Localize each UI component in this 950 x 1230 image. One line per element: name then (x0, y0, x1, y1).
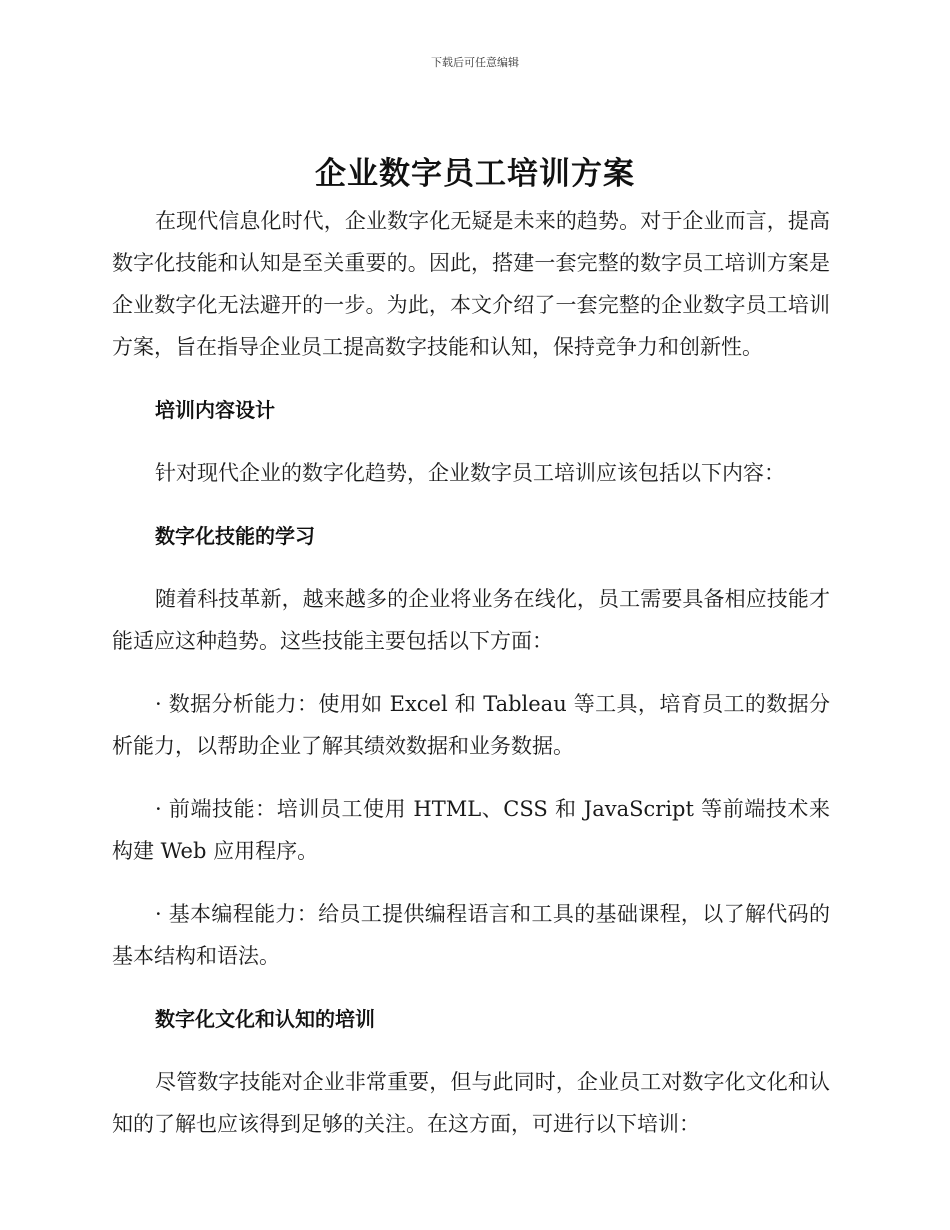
section-paragraph-digital-skills: 随着科技革新，越来越多的企业将业务在线化，员工需要具备相应技能才能适应这种趋势。这些技能主要包括以下方面： (112, 587, 830, 653)
document-title: 企业数字员工培训方案 (315, 156, 635, 192)
section-paragraph-training-content: 针对现代企业的数字化趋势，企业数字员工培训应该包括以下内容： (155, 461, 785, 485)
header-note: 下载后可任意编辑 (431, 56, 519, 69)
skill-item-programming: · 基本编程能力：给员工提供编程语言和工具的基础课程，以了解代码的基本结构和语法。 (112, 902, 830, 968)
section-heading-digital-skills: 数字化技能的学习 (155, 524, 315, 548)
intro-paragraph: 在现代信息化时代，企业数字化无疑是未来的趋势。对于企业而言，提高数字化技能和认知是至关重要的。因此，搭建一套完整的数字员工培训方案是企业数字化无法避开的一步。为此，本文介绍了一套完整的企业数字员工培训方案，旨在指导企业员工提高数字技能和认知，保持竞争力和创新性。 (112, 209, 830, 359)
section-heading-training-content: 培训内容设计 (155, 398, 275, 422)
section-paragraph-digital-culture: 尽管数字技能对企业非常重要，但与此同时，企业员工对数字化文化和认知的了解也应该得到足够的关注。在这方面，可进行以下培训： (112, 1070, 830, 1136)
document-body (112, 200, 830, 1145)
skill-item-frontend: · 前端技能：培训员工使用 HTML、CSS 和 JavaScript 等前端技术来构建 Web 应用程序。 (112, 797, 830, 863)
section-heading-digital-culture: 数字化文化和认知的培训 (155, 1007, 375, 1031)
skill-item-data-analysis: · 数据分析能力：使用如 Excel 和 Tableau 等工具，培育员工的数据分析能力，以帮助企业了解其绩效数据和业务数据。 (112, 692, 830, 758)
